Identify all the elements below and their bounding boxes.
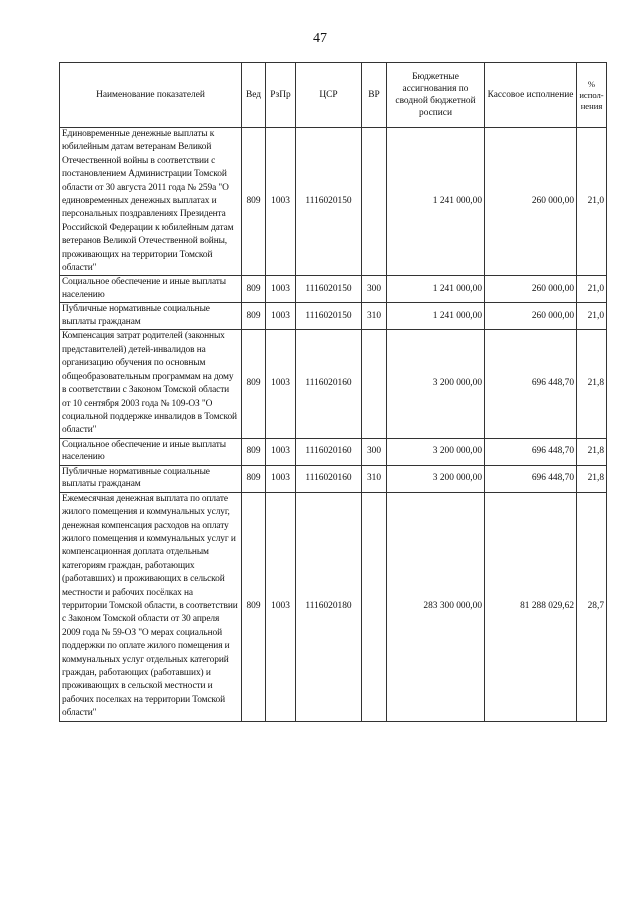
row-ved: 809 xyxy=(242,303,266,330)
row-budget: 3 200 000,00 xyxy=(387,330,485,438)
table-row xyxy=(60,330,607,438)
header-budget: Бюджетные ассигнования по сводной бюджетной росписи xyxy=(387,63,485,128)
table-row xyxy=(60,276,607,303)
header-vr: ВР xyxy=(362,63,387,128)
row-budget: 1 241 000,00 xyxy=(387,276,485,303)
row-cash: 696 448,70 xyxy=(485,330,577,438)
row-csr: 1116020180 xyxy=(296,492,362,721)
row-budget: 3 200 000,00 xyxy=(387,465,485,492)
table-row xyxy=(60,492,607,721)
row-percent: 21,0 xyxy=(577,276,607,303)
row-rzpr: 1003 xyxy=(266,330,296,438)
row-name: Социальное обеспечение и иные выплаты населению xyxy=(60,276,242,303)
row-percent: 21,0 xyxy=(577,128,607,276)
row-cash: 696 448,70 xyxy=(485,438,577,465)
row-csr: 1116020150 xyxy=(296,303,362,330)
row-percent: 21,8 xyxy=(577,330,607,438)
row-ved: 809 xyxy=(242,492,266,721)
row-name: Публичные нормативные социальные выплаты гражданам xyxy=(60,465,242,492)
row-name: Ежемесячная денежная выплата по оплате жилого помещения и коммунальных услуг, денежная компенсация расходов на оплату жилого помещения и коммунальных услуг и компенсационная доплата отдельным категориям граждан, работающих (работавших) и проживающих в сельской местности и рабочих посёлках на территории Томской области, в соответствии с Законом Томской области от 30 апреля 2009 года № 59-ОЗ "О мерах социальной поддержки по оплате жилого помещения и коммунальных услуг отдельных категорий граждан, работающих (работавших) и проживающих в сельской местности и рабочих поселках на территории Томской области" xyxy=(60,492,242,721)
row-budget: 1 241 000,00 xyxy=(387,128,485,276)
row-csr: 1116020160 xyxy=(296,438,362,465)
row-percent: 21,8 xyxy=(577,465,607,492)
table-row xyxy=(60,465,607,492)
table-row xyxy=(60,128,607,276)
header-rzpr: РзПр xyxy=(266,63,296,128)
row-vr: 310 xyxy=(362,465,387,492)
row-name: Социальное обеспечение и иные выплаты населению xyxy=(60,438,242,465)
row-ved: 809 xyxy=(242,438,266,465)
header-name: Наименование показателей xyxy=(60,63,242,128)
table-row xyxy=(60,303,607,330)
row-vr xyxy=(362,128,387,276)
row-rzpr: 1003 xyxy=(266,303,296,330)
header-cash: Кассовое исполнение xyxy=(485,63,577,128)
row-rzpr: 1003 xyxy=(266,492,296,721)
row-rzpr: 1003 xyxy=(266,276,296,303)
row-budget: 283 300 000,00 xyxy=(387,492,485,721)
row-budget: 3 200 000,00 xyxy=(387,438,485,465)
row-rzpr: 1003 xyxy=(266,465,296,492)
row-ved: 809 xyxy=(242,128,266,276)
row-cash: 260 000,00 xyxy=(485,128,577,276)
row-csr: 1116020160 xyxy=(296,465,362,492)
row-csr: 1116020150 xyxy=(296,128,362,276)
row-percent: 28,7 xyxy=(577,492,607,721)
row-rzpr: 1003 xyxy=(266,438,296,465)
row-vr xyxy=(362,492,387,721)
table-row xyxy=(60,438,607,465)
header-percent: % испол-нения xyxy=(577,63,607,128)
row-cash: 81 288 029,62 xyxy=(485,492,577,721)
header-csr: ЦСР xyxy=(296,63,362,128)
row-name: Компенсация затрат родителей (законных представителей) детей-инвалидов на организацию обучения по основным общеобразовательным программам на дому в соответствии с Законом Томской области от 10 сентября 2003 года № 109-ОЗ "О социальной поддержке инвалидов в Томской области" xyxy=(60,330,242,438)
row-ved: 809 xyxy=(242,276,266,303)
row-name: Публичные нормативные социальные выплаты гражданам xyxy=(60,303,242,330)
header-ved: Вед xyxy=(242,63,266,128)
budget-execution-table xyxy=(59,62,607,722)
row-csr: 1116020160 xyxy=(296,330,362,438)
row-ved: 809 xyxy=(242,330,266,438)
row-vr: 300 xyxy=(362,438,387,465)
row-csr: 1116020150 xyxy=(296,276,362,303)
row-cash: 696 448,70 xyxy=(485,465,577,492)
row-cash: 260 000,00 xyxy=(485,303,577,330)
row-percent: 21,0 xyxy=(577,303,607,330)
row-vr: 300 xyxy=(362,276,387,303)
page-number: 47 xyxy=(313,31,327,46)
row-cash: 260 000,00 xyxy=(485,276,577,303)
row-budget: 1 241 000,00 xyxy=(387,303,485,330)
table-header-row xyxy=(60,63,607,128)
row-vr xyxy=(362,330,387,438)
row-vr: 310 xyxy=(362,303,387,330)
row-ved: 809 xyxy=(242,465,266,492)
row-name: Единовременные денежные выплаты к юбилейным датам ветеранам Великой Отечественной войны в соответствии с постановлением Администрации Томской области от 30 августа 2011 года № 259а "О единовременных денежных выплатах и персональных поздравлениях Президента Российской Федерации к юбилейным датам ветеранов Великой Отечественной войны, проживающих на территории Томской области" xyxy=(60,128,242,276)
row-rzpr: 1003 xyxy=(266,128,296,276)
row-percent: 21,8 xyxy=(577,438,607,465)
